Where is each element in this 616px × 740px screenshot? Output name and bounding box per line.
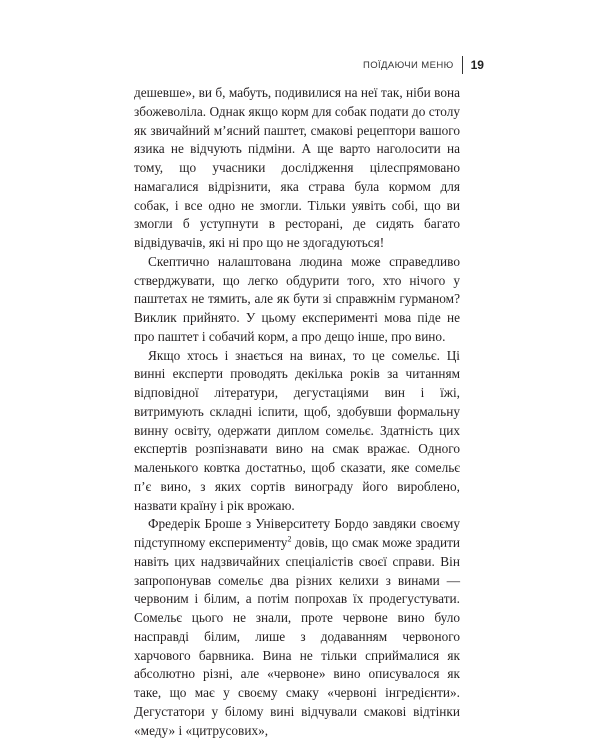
paragraph-3: Якщо хтось і знається на винах, то це сомельє. Ці винні експерти проводять декілька років за читанням відповідної літератури, дегустаціями вин і їжі, витримують складні іспити, щоб, здобувши формальну винну освіту, одержати диплом сомельє. Здатність цих експертів розпізнавати вино на смак вражає. Одного маленького ковтка достатньо, щоб сказати, яке сомельє п’є вино, з яких сортів винограду його вироблено, назвати країну і рік врожаю. [134, 347, 460, 513]
paragraph-4-part-1: Фредерік Броше з Університету Бордо завдяки своєму підступному експерименту [134, 516, 460, 550]
paragraph-4 [134, 515, 460, 740]
paragraph-4-part-2: довів, що смак може зрадити навіть цих надзвичайних спеціалістів своєї справи. Він запропонував сомельє два різних келихи з винами — червоним і білим, а потім попрохав їх продегустувати. Сомельє цього не знали, проте червоне вино було насправді білим, лише з додаванням червоного харчового барвника. Вина не тільки сприймалися як абсолютно різні, але «червоне» вино описувалося як таке, що має у своєму смаку «червоні інгредієнти». Дегустатори у білому вині відчували смакові відтінки «меду» і «цитрусових», [134, 535, 460, 738]
paragraph-2: Скептично налаштована людина може справедливо стверджувати, що легко обдурити того, хто нічого у паштетах не тямить, але як бути зі справжнім гурманом? Виклик прийнято. У цьому експерименті мова піде не про паштет і собачий корм, а про дещо інше, про вино. [134, 253, 460, 344]
footnote-reference: 2 [287, 534, 292, 544]
page-number: 19 [470, 58, 484, 72]
paragraph-1: дешевше», ви б, мабуть, подивилися на неї так, ніби вона збожеволіла. Однак якщо корм для собак подати до столу як звичайний м’ясний паштет, смакові рецептори вашого язика не відчують підміни. А ще варто наголосити на тому, що учасники дослідження цілеспрямовано намагалися відрізнити, яка страва була кормом для собак, і все одно не змогли. Тільки уявіть собі, що ви змогли б уступнути в ресторані, де сидять багато відвідувачів, які ні про що не здогадуються! [134, 85, 460, 250]
running-head [363, 55, 484, 75]
header-divider [462, 56, 463, 74]
running-title: ПОЇДАЮЧИ МЕНЮ [363, 59, 454, 71]
body-text [134, 84, 460, 740]
